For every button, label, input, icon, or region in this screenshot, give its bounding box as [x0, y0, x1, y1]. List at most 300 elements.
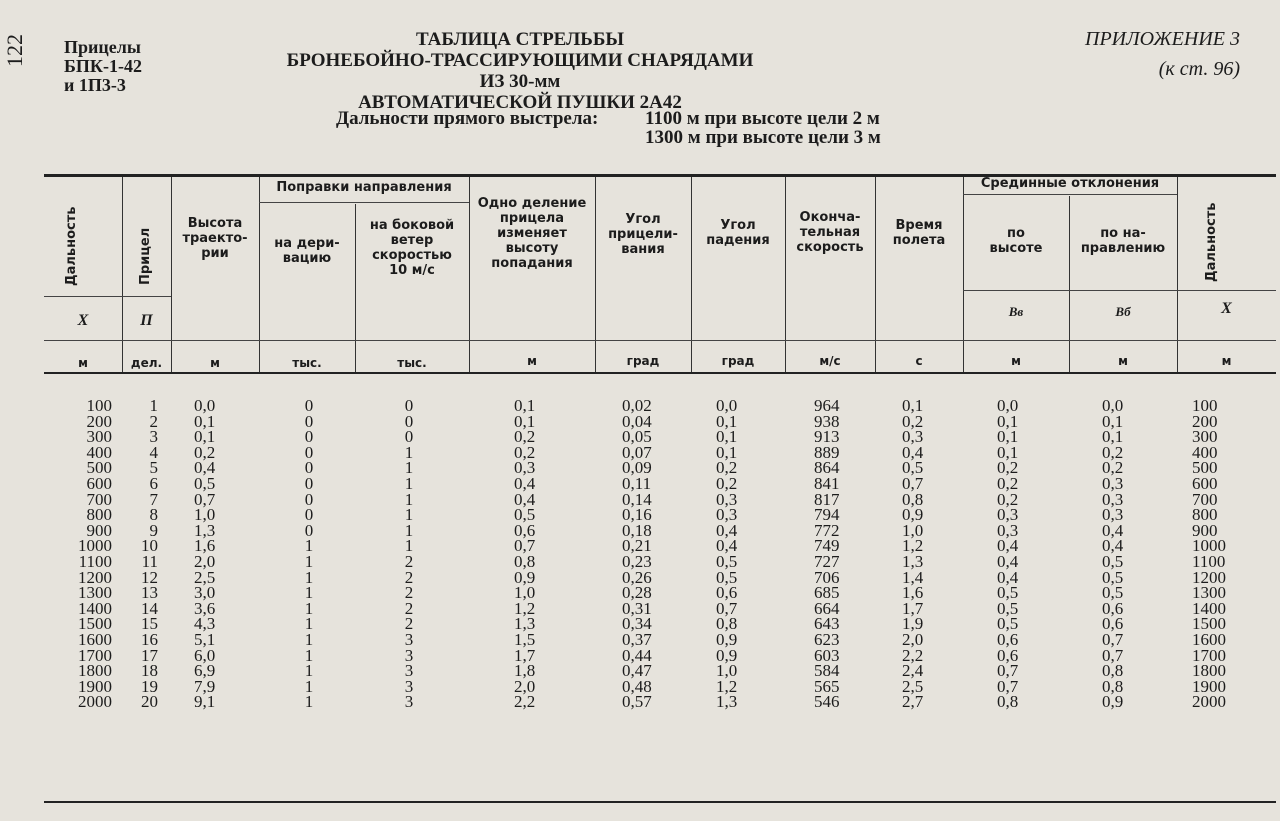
cell-drift: 1: [304, 692, 314, 712]
cell-range-right: 100: [1192, 396, 1218, 415]
cell-wind: 1: [404, 458, 414, 478]
cell-dev-height: 0,3: [997, 520, 1019, 540]
cell-final-speed: 938: [814, 411, 840, 431]
table-row: [44, 538, 1276, 554]
cell-sight: 12: [141, 567, 158, 587]
cell-wind: 3: [404, 661, 414, 681]
unit-dev-height: м: [1011, 354, 1021, 368]
cell-dev-height: 0,2: [997, 473, 1019, 493]
cell-descent: 0,8: [716, 614, 738, 634]
cell-range: 900: [86, 520, 112, 540]
appendix-ref: (к ст. 96): [1158, 58, 1240, 80]
cell-flight-time: 2,7: [902, 692, 924, 712]
cell-sight: 8: [149, 505, 158, 525]
table-row: [44, 645, 1276, 665]
cell-elevation: 0,28: [622, 583, 652, 603]
header-dev-direction: по на- правлению: [1080, 226, 1166, 256]
cell-range: 1400: [78, 598, 112, 618]
cell-range: 700: [86, 489, 112, 509]
cell-one-div: 1,0: [514, 583, 536, 603]
cell-range: 1500: [78, 614, 112, 634]
cell-flight-time: 1,2: [902, 536, 924, 556]
unit-range: м: [78, 356, 88, 370]
cell-dev-height: 0,4: [997, 567, 1019, 587]
table-row: [44, 460, 1276, 476]
cell-range-right: 1200: [1192, 567, 1226, 587]
point-blank-line2: 1300 м при высоте цели 3 м: [645, 127, 881, 148]
cell-sight: 15: [141, 614, 158, 634]
cell-descent: 0,1: [716, 411, 738, 431]
symbol-row-line: [44, 296, 122, 297]
header-range: Дальность: [64, 206, 79, 287]
cell-one-div: 0,7: [514, 536, 536, 556]
cell-drift: 1: [304, 661, 314, 681]
cell-dev-height: 0,1: [997, 427, 1019, 447]
header-elevation: Угол прицели- вания: [608, 212, 678, 257]
point-blank-range: [336, 109, 881, 147]
cell-range-right: 700: [1192, 489, 1218, 509]
cell-height: 7,9: [194, 676, 216, 696]
cell-flight-time: 1,4: [902, 567, 924, 587]
cell-wind: 0: [404, 396, 414, 415]
cell-flight-time: 0,5: [902, 458, 924, 478]
symbol-row-line: [122, 296, 171, 297]
cell-drift: 0: [304, 473, 314, 493]
cell-height: 3,6: [194, 598, 216, 618]
cell-one-div: 0,3: [514, 458, 536, 478]
cell-descent: 1,0: [716, 661, 738, 681]
symbol-row-line: [1177, 290, 1276, 291]
cell-range: 2000: [78, 692, 112, 712]
cell-final-speed: 864: [814, 458, 840, 478]
cell-dev-dir: 0,1: [1102, 427, 1124, 447]
cell-dev-height: 0,4: [997, 551, 1019, 571]
cell-height: 0,1: [194, 427, 216, 447]
cell-range: 300: [86, 427, 112, 447]
cell-one-div: 0,5: [514, 505, 536, 525]
col-sep: [171, 177, 172, 372]
cell-dev-height: 0,7: [997, 676, 1019, 696]
cell-elevation: 0,21: [622, 536, 652, 556]
cell-range: 400: [86, 442, 112, 462]
cell-descent: 0,5: [716, 551, 738, 571]
cell-height: 0,0: [194, 396, 216, 415]
cell-range: 100: [86, 396, 112, 415]
cell-sight: 14: [141, 598, 158, 618]
header-bottom-rule: [44, 372, 1276, 374]
cell-final-speed: 727: [814, 551, 840, 571]
cell-flight-time: 0,2: [902, 411, 924, 431]
cell-final-speed: 643: [814, 614, 840, 634]
cell-range: 500: [86, 458, 112, 478]
cell-flight-time: 2,2: [902, 645, 924, 665]
cell-drift: 1: [304, 614, 314, 634]
header-dev-height: по высоте: [989, 226, 1043, 256]
cell-wind: 3: [404, 629, 414, 649]
cell-dev-dir: 0,0: [1102, 396, 1124, 415]
table-row: [44, 429, 1276, 445]
table-row: [44, 398, 1276, 414]
symbol-range: X: [77, 312, 89, 329]
unit-elevation: град: [626, 354, 660, 368]
cell-range-right: 1300: [1192, 583, 1226, 603]
cell-height: 0,1: [194, 411, 216, 431]
cell-height: 6,9: [194, 661, 216, 681]
cell-elevation: 0,18: [622, 520, 652, 540]
cell-one-div: 0,2: [514, 427, 536, 447]
cell-sight: 5: [149, 458, 158, 478]
cell-dev-height: 0,7: [997, 661, 1019, 681]
cell-range: 1300: [78, 583, 112, 603]
cell-dev-dir: 0,5: [1102, 583, 1124, 603]
header-descent: Угол падения: [706, 218, 770, 248]
cell-descent: 1,2: [716, 676, 738, 696]
cell-wind: 1: [404, 536, 414, 556]
cell-elevation: 0,37: [622, 629, 652, 649]
cell-dev-dir: 0,7: [1102, 629, 1124, 649]
cell-one-div: 0,9: [514, 567, 536, 587]
cell-range-right: 400: [1192, 442, 1218, 462]
cell-sight: 18: [141, 661, 158, 681]
cell-dev-dir: 0,6: [1102, 598, 1124, 618]
cell-sight: 2: [149, 411, 158, 431]
col-sep: [963, 177, 964, 372]
cell-final-speed: 817: [814, 489, 840, 509]
cell-sight: 13: [141, 583, 158, 603]
cell-elevation: 0,04: [622, 411, 652, 431]
col-sep: [1177, 177, 1178, 372]
header-final-speed: Оконча- тельная скорость: [796, 210, 864, 255]
cell-wind: 2: [404, 551, 414, 571]
cell-final-speed: 889: [814, 442, 840, 462]
cell-dev-dir: 0,9: [1102, 692, 1124, 712]
unit-flight-time: с: [915, 354, 923, 368]
col-sep: [785, 177, 786, 372]
header-wind: на боковой ветер скоростью 10 м/с: [369, 218, 455, 278]
cell-dev-dir: 0,4: [1102, 536, 1124, 556]
cell-dev-dir: 0,5: [1102, 567, 1124, 587]
cell-flight-time: 0,3: [902, 427, 924, 447]
table-row: [44, 629, 1276, 649]
cell-dev-dir: 0,6: [1102, 614, 1124, 634]
cell-drift: 0: [304, 427, 314, 447]
cell-dev-height: 0,8: [997, 692, 1019, 712]
cell-final-speed: 603: [814, 645, 840, 665]
cell-elevation: 0,14: [622, 489, 652, 509]
cell-drift: 1: [304, 583, 314, 603]
cell-one-div: 1,7: [514, 645, 536, 665]
cell-range-right: 1400: [1192, 598, 1226, 618]
cell-drift: 1: [304, 567, 314, 587]
cell-one-div: 0,2: [514, 442, 536, 462]
col-sep: [691, 177, 692, 372]
cell-sight: 3: [149, 427, 158, 447]
unit-dev-direction: м: [1118, 354, 1128, 368]
cell-range-right: 1700: [1192, 645, 1226, 665]
cell-flight-time: 0,1: [902, 396, 924, 415]
cell-dev-height: 0,2: [997, 489, 1019, 509]
cell-final-speed: 584: [814, 661, 840, 681]
cell-final-speed: 565: [814, 676, 840, 696]
col-sep: [122, 177, 123, 372]
table-row: [44, 442, 1276, 462]
cell-dev-dir: 0,5: [1102, 551, 1124, 571]
cell-one-div: 0,4: [514, 489, 536, 509]
cell-elevation: 0,02: [622, 396, 652, 415]
cell-dev-height: 0,0: [997, 396, 1019, 415]
cell-flight-time: 1,0: [902, 520, 924, 540]
header-height: Высота траекто- рии: [182, 216, 248, 261]
cell-height: 2,5: [194, 567, 216, 587]
cell-range: 1100: [78, 551, 112, 571]
cell-drift: 0: [304, 458, 314, 478]
header-flight-time: Время полета: [892, 218, 946, 248]
cell-dev-height: 0,3: [997, 505, 1019, 525]
cell-height: 4,3: [194, 614, 216, 634]
cell-range: 1900: [78, 676, 112, 696]
cell-dev-height: 0,5: [997, 598, 1019, 618]
cell-elevation: 0,05: [622, 427, 652, 447]
group-underline: [963, 194, 1177, 195]
cell-dev-height: 0,6: [997, 645, 1019, 665]
cell-sight: 17: [141, 645, 158, 665]
cell-elevation: 0,16: [622, 505, 652, 525]
cell-range-right: 1100: [1192, 551, 1226, 571]
cell-final-speed: 794: [814, 505, 840, 525]
cell-wind: 2: [404, 567, 414, 587]
unit-one-division: м: [527, 354, 537, 368]
cell-wind: 1: [404, 505, 414, 525]
cell-elevation: 0,31: [622, 598, 652, 618]
cell-final-speed: 772: [814, 520, 840, 540]
cell-one-div: 1,8: [514, 661, 536, 681]
cell-sight: 19: [141, 676, 158, 696]
cell-dev-dir: 0,4: [1102, 520, 1124, 540]
cell-flight-time: 0,4: [902, 442, 924, 462]
cell-elevation: 0,44: [622, 645, 652, 665]
cell-flight-time: 2,4: [902, 661, 924, 681]
cell-dev-dir: 0,1: [1102, 411, 1124, 431]
table-row: [44, 473, 1276, 493]
cell-height: 2,0: [194, 551, 216, 571]
cell-one-div: 2,2: [514, 692, 536, 712]
cell-range: 800: [86, 505, 112, 525]
cell-dev-dir: 0,3: [1102, 505, 1124, 525]
cell-descent: 0,7: [716, 598, 738, 618]
cell-sight: 10: [141, 536, 158, 556]
cell-sight: 16: [141, 629, 158, 649]
unit-drift: тыс.: [292, 356, 322, 370]
cell-one-div: 0,1: [514, 396, 536, 415]
appendix-label: ПРИЛОЖЕНИЕ 3: [1085, 28, 1240, 50]
cell-range: 600: [86, 473, 112, 493]
cell-one-div: 1,3: [514, 614, 536, 634]
cell-height: 0,4: [194, 458, 216, 478]
col-sep: [875, 177, 876, 372]
cell-range-right: 800: [1192, 505, 1218, 525]
unit-descent: град: [721, 354, 755, 368]
cell-final-speed: 841: [814, 473, 840, 493]
page-number: 122: [2, 34, 27, 67]
header-one-division: Одно деление прицела изменяет высоту попадания: [477, 196, 587, 271]
symbol-range-right: X: [1221, 300, 1232, 317]
cell-descent: 0,3: [716, 505, 738, 525]
cell-elevation: 0,26: [622, 567, 652, 587]
cell-range-right: 1800: [1192, 661, 1226, 681]
cell-range: 1700: [78, 645, 112, 665]
header-drift: на дери- вацию: [274, 236, 340, 266]
cell-sight: 20: [141, 692, 158, 712]
group-underline: [259, 202, 469, 203]
cell-flight-time: 0,9: [902, 505, 924, 525]
cell-height: 3,0: [194, 583, 216, 603]
cell-descent: 0,9: [716, 645, 738, 665]
cell-range-right: 1500: [1192, 614, 1226, 634]
unit-wind: тыс.: [397, 356, 427, 370]
cell-dev-dir: 0,2: [1102, 442, 1124, 462]
cell-final-speed: 685: [814, 583, 840, 603]
cell-sight: 4: [149, 442, 158, 462]
cell-wind: 2: [404, 598, 414, 618]
cell-descent: 0,4: [716, 520, 738, 540]
cell-drift: 0: [304, 489, 314, 509]
cell-height: 5,1: [194, 629, 216, 649]
col-sep: [595, 177, 596, 372]
cell-sight: 7: [149, 489, 158, 509]
cell-sight: 11: [141, 551, 158, 571]
cell-wind: 0: [404, 411, 414, 431]
cell-range: 1000: [78, 536, 112, 556]
symbol-sight: П: [140, 312, 153, 329]
cell-descent: 0,9: [716, 629, 738, 649]
cell-drift: 1: [304, 676, 314, 696]
cell-drift: 0: [304, 396, 314, 415]
cell-one-div: 0,4: [514, 473, 536, 493]
cell-wind: 3: [404, 676, 414, 696]
cell-final-speed: 749: [814, 536, 840, 556]
cell-drift: 1: [304, 551, 314, 571]
cell-wind: 1: [404, 442, 414, 462]
table-row: [44, 663, 1276, 679]
cell-descent: 0,1: [716, 442, 738, 462]
cell-range-right: 600: [1192, 473, 1218, 493]
cell-flight-time: 1,9: [902, 614, 924, 634]
header-corrections: Поправки направления: [276, 180, 452, 195]
cell-range: 200: [86, 411, 112, 431]
unit-row-line: [44, 340, 1276, 341]
cell-range-right: 1900: [1192, 676, 1226, 696]
cell-range-right: 500: [1192, 458, 1218, 478]
cell-descent: 0,1: [716, 427, 738, 447]
cell-descent: 0,6: [716, 583, 738, 603]
point-blank-line1: 1100 м при высоте цели 2 м: [645, 108, 880, 129]
unit-range-right: м: [1221, 354, 1232, 368]
cell-final-speed: 913: [814, 427, 840, 447]
firing-table: [44, 174, 1276, 804]
cell-final-speed: 706: [814, 567, 840, 587]
cell-sight: 6: [149, 473, 158, 493]
cell-dev-height: 0,6: [997, 629, 1019, 649]
cell-final-speed: 964: [814, 396, 840, 415]
header-sight: Прицел: [138, 227, 153, 285]
unit-final-speed: м/с: [819, 354, 841, 368]
sight-model: Прицелы БПК-1-42 и 1П3-3: [64, 37, 142, 95]
cell-dev-dir: 0,7: [1102, 645, 1124, 665]
cell-dev-dir: 0,3: [1102, 489, 1124, 509]
cell-height: 1,3: [194, 520, 216, 540]
cell-descent: 0,2: [716, 473, 738, 493]
header-deviations: Срединные отклонения: [980, 176, 1160, 191]
cell-flight-time: 2,5: [902, 676, 924, 696]
cell-drift: 0: [304, 520, 314, 540]
cell-drift: 0: [304, 411, 314, 431]
cell-dev-height: 0,2: [997, 458, 1019, 478]
table-body: [44, 398, 1276, 710]
table-row: [44, 676, 1276, 696]
cell-descent: 0,2: [716, 458, 738, 478]
cell-height: 1,0: [194, 505, 216, 525]
cell-height: 6,0: [194, 645, 216, 665]
cell-elevation: 0,23: [622, 551, 652, 571]
page-title: ТАБЛИЦА СТРЕЛЬБЫ БРОНЕБОЙНО-ТРАССИРУЮЩИМИ СНАРЯДАМИ ИЗ 30-мм АВТОМАТИЧЕСКОЙ ПУШКИ 2А42: [286, 29, 754, 113]
table-row: [44, 507, 1276, 523]
cell-descent: 1,3: [716, 692, 738, 712]
cell-dev-height: 0,5: [997, 614, 1019, 634]
cell-one-div: 1,2: [514, 598, 536, 618]
cell-height: 1,6: [194, 536, 216, 556]
header-range-right: Дальность: [1204, 202, 1219, 283]
cell-descent: 0,4: [716, 536, 738, 556]
table-row: [44, 489, 1276, 509]
appendix-reference: [1040, 24, 1240, 84]
cell-flight-time: 0,7: [902, 473, 924, 493]
cell-height: 0,2: [194, 442, 216, 462]
cell-range-right: 1000: [1192, 536, 1226, 556]
cell-one-div: 0,6: [514, 520, 536, 540]
table-row: [44, 694, 1276, 710]
cell-wind: 1: [404, 520, 414, 540]
symbol-dev-direction: Вб: [1115, 304, 1131, 319]
cell-wind: 3: [404, 692, 414, 712]
unit-sight: дел.: [130, 356, 163, 370]
cell-height: 9,1: [194, 692, 216, 712]
cell-wind: 1: [404, 473, 414, 493]
cell-drift: 0: [304, 442, 314, 462]
cell-flight-time: 0,8: [902, 489, 924, 509]
cell-descent: 0,5: [716, 567, 738, 587]
cell-dev-height: 0,1: [997, 442, 1019, 462]
cell-final-speed: 623: [814, 629, 840, 649]
cell-wind: 0: [404, 427, 414, 447]
cell-wind: 3: [404, 645, 414, 665]
cell-sight: 9: [149, 520, 158, 540]
cell-wind: 2: [404, 583, 414, 603]
cell-dev-height: 0,1: [997, 411, 1019, 431]
unit-height: м: [210, 356, 220, 370]
table-row: [44, 567, 1276, 587]
table-row: [44, 598, 1276, 618]
cell-one-div: 2,0: [514, 676, 536, 696]
cell-flight-time: 1,3: [902, 551, 924, 571]
cell-wind: 1: [404, 489, 414, 509]
cell-range-right: 300: [1192, 427, 1218, 447]
cell-dev-dir: 0,8: [1102, 661, 1124, 681]
col-sep: [259, 177, 260, 372]
cell-range: 1800: [78, 661, 112, 681]
cell-flight-time: 2,0: [902, 629, 924, 649]
cell-final-speed: 664: [814, 598, 840, 618]
symbol-row-line: [963, 290, 1177, 291]
